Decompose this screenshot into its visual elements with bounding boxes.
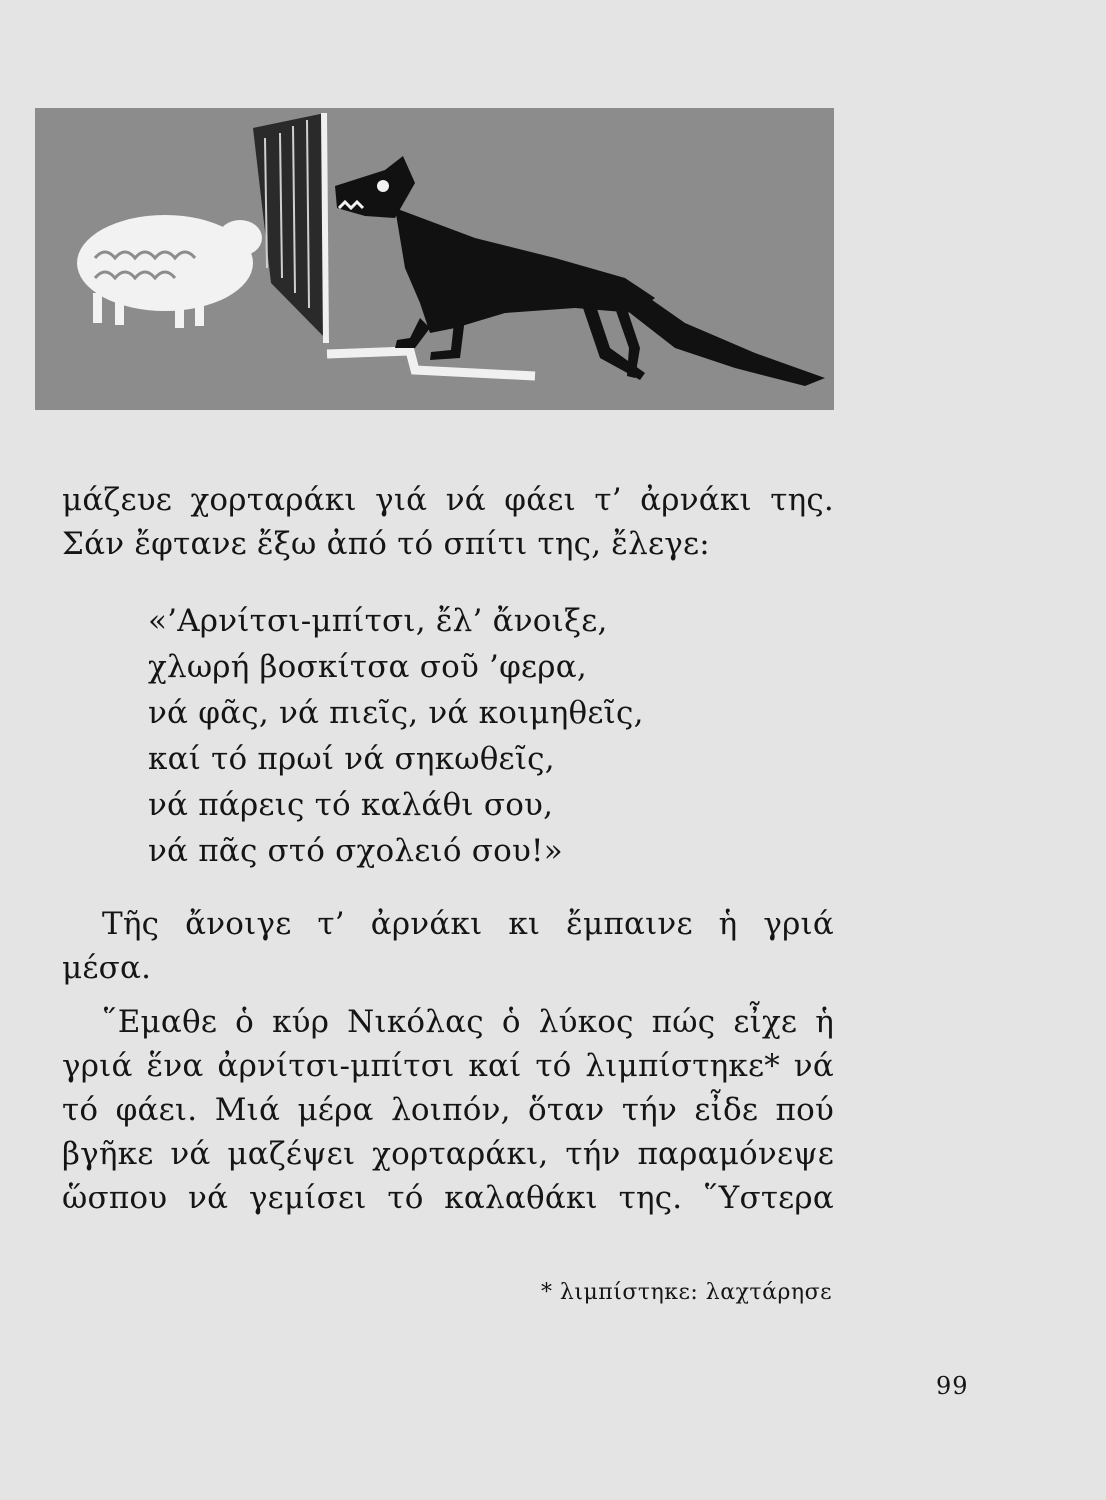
lamb-leg xyxy=(115,293,124,325)
illustration-drawing xyxy=(35,108,834,410)
wolf-body xyxy=(395,208,655,333)
poem-line: νά πᾶς στό σχολειό σου!» xyxy=(148,833,563,869)
wolf-tail xyxy=(630,288,825,386)
text-line: μάζευε χορταράκι γιά νά φάει τ’ ἀρνάκι της. xyxy=(62,482,834,518)
poem-line: χλωρή βοσκίτσα σοῦ ’φερα, xyxy=(148,649,587,685)
poem-verse xyxy=(148,598,644,874)
paragraph-3 xyxy=(62,1000,834,1220)
wolf-leg xyxy=(395,318,430,348)
text-line: Σάν ἔφτανε ἔξω ἀπό τό σπίτι της, ἔλεγε: xyxy=(62,526,710,562)
text-line: Τῆς ἄνοιγε τ’ ἀρνάκι κι ἔμπαινε ἡ γριά xyxy=(102,906,834,942)
text-line: τό φάει. Μιά μέρα λοιπόν, ὅταν τήν εἶδε πού xyxy=(62,1092,834,1128)
paragraph-2 xyxy=(62,902,834,990)
lamb-leg xyxy=(195,296,204,326)
poem-line: καί τό πρωί νά σηκωθεῖς, xyxy=(148,741,555,777)
text-line: ὥσπου νά γεμίσει τό καλαθάκι της. ῞Υστερα xyxy=(62,1180,834,1216)
paragraph-1 xyxy=(62,478,834,566)
poem-line: νά πάρεις τό καλάθι σου, xyxy=(148,787,554,823)
wolf-head xyxy=(335,156,415,218)
page-number: 99 xyxy=(936,1372,969,1400)
poem-line: νά φᾶς, νά πιεῖς, νά κοιμηθεῖς, xyxy=(148,695,644,731)
wolf-eye xyxy=(377,180,389,192)
wolf-and-lamb-illustration xyxy=(35,108,834,410)
lamb-leg xyxy=(93,293,102,323)
poem-line: «’Αρνίτσι-μπίτσι, ἔλ’ ἄνοιξε, xyxy=(148,603,608,639)
text-line: ῞Εμαθε ὁ κύρ Νικόλας ὁ λύκος πώς εἶχε ἡ xyxy=(102,1004,834,1040)
footnote: * λιμπίστηκε: λαχτάρησε xyxy=(540,1280,832,1305)
text-line: μέσα. xyxy=(62,950,152,986)
door-panel xyxy=(253,113,327,340)
text-line: γριά ἕνα ἀρνίτσι-μπίτσι καί τό λιμπίστηκε* νά xyxy=(62,1048,834,1084)
lamb-leg xyxy=(175,298,184,328)
lamb-head xyxy=(218,220,262,256)
text-line: βγῆκε νά μαζέψει χορταράκι, τήν παραμόνεψε xyxy=(62,1136,834,1172)
